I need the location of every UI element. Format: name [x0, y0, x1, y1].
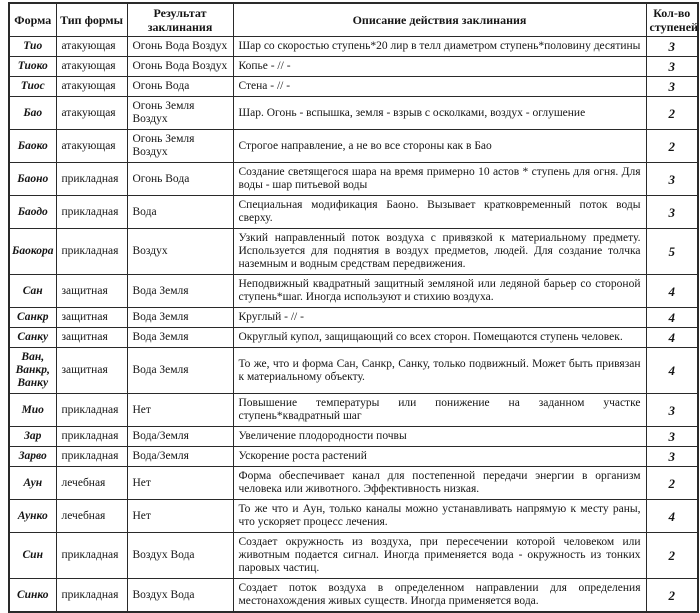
table-row: [9, 130, 698, 163]
table-row: [9, 500, 698, 533]
cell-form-type: прикладная: [56, 394, 127, 427]
table-row: [9, 77, 698, 97]
cell-step-count: 3: [646, 427, 698, 447]
cell-spell-result: Вода Земля: [127, 328, 233, 348]
cell-form-name: Синко: [9, 579, 56, 613]
cell-spell-result: Огонь Вода Воздух: [127, 37, 233, 57]
cell-step-count: 2: [646, 579, 698, 613]
table-row: [9, 348, 698, 394]
table-row: [9, 196, 698, 229]
cell-form-name: Аун: [9, 467, 56, 500]
cell-step-count: 5: [646, 229, 698, 275]
cell-form-type: прикладная: [56, 533, 127, 579]
table-row: [9, 97, 698, 130]
cell-form-name: Баокора: [9, 229, 56, 275]
cell-form-type: прикладная: [56, 196, 127, 229]
cell-form-name: Санкр: [9, 308, 56, 328]
cell-spell-description: Создает окружность из воздуха, при пересечении которой человеком или животным подается сигнал. Иногда применяется вода - окружность из тонких паровых частиц.: [233, 533, 646, 579]
cell-spell-result: Огонь Вода: [127, 163, 233, 196]
table-body: [9, 37, 698, 613]
cell-form-type: атакующая: [56, 97, 127, 130]
table-row: [9, 447, 698, 467]
cell-step-count: 4: [646, 500, 698, 533]
cell-form-type: защитная: [56, 308, 127, 328]
spell-forms-table: [8, 2, 699, 613]
cell-step-count: 2: [646, 533, 698, 579]
cell-spell-description: Ускорение роста растений: [233, 447, 646, 467]
cell-spell-description: Шар со скоростью ступень*20 лир в телл диаметром ступень*половину десятины: [233, 37, 646, 57]
header-spell-description: Описание действия заклинания: [233, 3, 646, 37]
table-row: [9, 467, 698, 500]
table-row: [9, 328, 698, 348]
header-form: Форма: [9, 3, 56, 37]
cell-form-type: атакующая: [56, 77, 127, 97]
cell-spell-description: Строгое направление, а не во все стороны как в Бао: [233, 130, 646, 163]
cell-form-name: Зарво: [9, 447, 56, 467]
cell-form-name: Мио: [9, 394, 56, 427]
cell-step-count: 3: [646, 77, 698, 97]
cell-spell-result: Нет: [127, 467, 233, 500]
cell-form-type: лечебная: [56, 467, 127, 500]
cell-spell-description: Копье - // -: [233, 57, 646, 77]
cell-spell-result: Воздух: [127, 229, 233, 275]
cell-spell-result: Вода/Земля: [127, 427, 233, 447]
header-form-type: Тип формы: [56, 3, 127, 37]
cell-step-count: 4: [646, 348, 698, 394]
cell-step-count: 3: [646, 447, 698, 467]
cell-form-type: прикладная: [56, 579, 127, 613]
cell-form-name: Баоко: [9, 130, 56, 163]
table-row: [9, 275, 698, 308]
cell-form-name: Санку: [9, 328, 56, 348]
cell-step-count: 4: [646, 275, 698, 308]
cell-form-name: Тио: [9, 37, 56, 57]
cell-spell-description: Круглый - // -: [233, 308, 646, 328]
cell-spell-description: Повышение температуры или понижение на заданном участке ступень*квадратный шаг: [233, 394, 646, 427]
cell-form-name: Тиоко: [9, 57, 56, 77]
cell-spell-result: Воздух Вода: [127, 579, 233, 613]
cell-form-name: Тиос: [9, 77, 56, 97]
cell-step-count: 2: [646, 97, 698, 130]
table-row: [9, 533, 698, 579]
header-row: [9, 3, 698, 37]
cell-spell-result: Вода: [127, 196, 233, 229]
cell-form-type: прикладная: [56, 163, 127, 196]
cell-spell-result: Воздух Вода: [127, 533, 233, 579]
cell-step-count: 3: [646, 37, 698, 57]
cell-spell-result: Нет: [127, 394, 233, 427]
cell-form-name: Баодо: [9, 196, 56, 229]
cell-spell-result: Огонь Земля Воздух: [127, 97, 233, 130]
cell-form-type: прикладная: [56, 447, 127, 467]
cell-spell-description: То же, что и форма Сан, Санкр, Санку, только подвижный. Может быть привязан к материальному объекту.: [233, 348, 646, 394]
cell-step-count: 3: [646, 57, 698, 77]
cell-form-type: лечебная: [56, 500, 127, 533]
cell-spell-result: Огонь Вода Воздух: [127, 57, 233, 77]
cell-form-name: Баоно: [9, 163, 56, 196]
cell-form-type: защитная: [56, 348, 127, 394]
cell-spell-description: То же что и Аун, только каналы можно устанавливать напрямую к месту раны, что ускоряет процесс лечения.: [233, 500, 646, 533]
cell-spell-description: Форма обеспечивает канал для постепенной передачи энергии в организм человека или животного. Эффективность низкая.: [233, 467, 646, 500]
cell-form-type: защитная: [56, 275, 127, 308]
cell-spell-result: Нет: [127, 500, 233, 533]
cell-step-count: 4: [646, 328, 698, 348]
table-row: [9, 229, 698, 275]
cell-form-name: Аунко: [9, 500, 56, 533]
cell-form-type: защитная: [56, 328, 127, 348]
table-row: [9, 163, 698, 196]
cell-form-type: атакующая: [56, 57, 127, 77]
header-step-count: Кол-во ступеней: [646, 3, 698, 37]
cell-form-type: прикладная: [56, 427, 127, 447]
cell-step-count: 2: [646, 467, 698, 500]
cell-spell-description: Увеличение плодородности почвы: [233, 427, 646, 447]
table-header: [9, 3, 698, 37]
table-row: [9, 394, 698, 427]
table-row: [9, 308, 698, 328]
cell-form-name: Зар: [9, 427, 56, 447]
cell-step-count: 4: [646, 308, 698, 328]
header-spell-result: Результат заклинания: [127, 3, 233, 37]
table-row: [9, 37, 698, 57]
table-row: [9, 57, 698, 77]
cell-spell-description: Создает поток воздуха в определенном направлении для определения местонахождения живых существ. Иногда применяется вода.: [233, 579, 646, 613]
cell-spell-result: Вода Земля: [127, 308, 233, 328]
cell-form-type: атакующая: [56, 130, 127, 163]
cell-form-name: Сан: [9, 275, 56, 308]
cell-spell-result: Вода/Земля: [127, 447, 233, 467]
cell-spell-result: Вода Земля: [127, 348, 233, 394]
cell-spell-result: Вода Земля: [127, 275, 233, 308]
cell-step-count: 3: [646, 163, 698, 196]
table-row: [9, 579, 698, 613]
cell-spell-description: Неподвижный квадратный защитный земляной или ледяной барьер со стороной ступень*шаг. Иногда используют и стихию воздуха.: [233, 275, 646, 308]
cell-spell-description: Узкий направленный поток воздуха с привязкой к материальному предмету. Используется для поднятия в воздух предметов, людей. Для создание толчка наземным и водным средствам передвижения.: [233, 229, 646, 275]
cell-step-count: 2: [646, 130, 698, 163]
cell-form-type: прикладная: [56, 229, 127, 275]
cell-spell-description: Шар. Огонь - вспышка, земля - взрыв с осколками, воздух - оглушение: [233, 97, 646, 130]
cell-spell-description: Создание светящегося шара на время примерно 10 астов * ступень для огня. Для воды - шар питьевой воды: [233, 163, 646, 196]
cell-form-name: Син: [9, 533, 56, 579]
cell-step-count: 3: [646, 394, 698, 427]
cell-step-count: 3: [646, 196, 698, 229]
cell-form-name: Бао: [9, 97, 56, 130]
cell-spell-description: Округлый купол, защищающий со всех сторон. Помещаются ступень человек.: [233, 328, 646, 348]
cell-spell-description: Специальная модификация Баоно. Вызывает кратковременный поток воды сверху.: [233, 196, 646, 229]
table-row: [9, 427, 698, 447]
cell-spell-result: Огонь Вода: [127, 77, 233, 97]
cell-spell-description: Стена - // -: [233, 77, 646, 97]
cell-form-type: атакующая: [56, 37, 127, 57]
cell-spell-result: Огонь Земля Воздух: [127, 130, 233, 163]
cell-form-name: Ван, Ванкр, Ванку: [9, 348, 56, 394]
